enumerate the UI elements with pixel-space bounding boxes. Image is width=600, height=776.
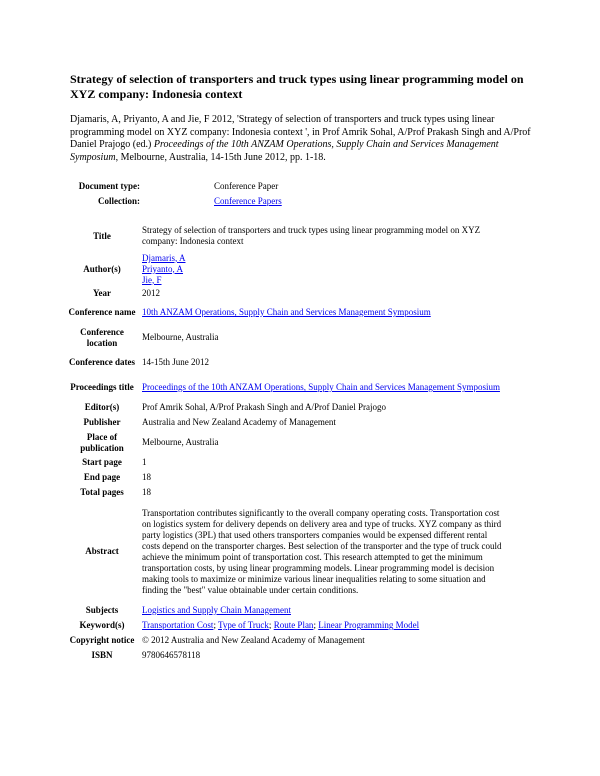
conference-location-label: Conference location — [80, 326, 124, 348]
citation — [70, 114, 540, 164]
meta-row-document-type — [60, 178, 500, 193]
place-label: Place of publication — [80, 431, 124, 453]
authors-label: Author(s) — [83, 263, 121, 274]
publisher-label: Publisher — [83, 417, 121, 427]
total-pages-label: Total pages — [80, 487, 124, 497]
conference-dates-value: 14-15th June 2012 — [142, 357, 209, 367]
record-row-place — [66, 430, 506, 455]
record-row-abstract — [66, 500, 506, 603]
document-title: Strategy of selection of transporters and truck types using linear programming model on XYZ company: Indonesia context — [70, 72, 524, 101]
conference-location-value: Melbourne, Australia — [142, 332, 219, 342]
document-type-label: Document type: — [78, 180, 140, 191]
year-label: Year — [93, 287, 111, 298]
title-value: Strategy of selection of transporters and truck types using linear programming model on XYZ company: Indonesia context — [142, 225, 481, 246]
conference-name-label: Conference name — [68, 307, 136, 317]
subject-link[interactable]: Logistics and Supply Chain Management — [142, 605, 291, 615]
author-link[interactable]: Priyanto, A — [142, 263, 184, 274]
abstract-value: Transportation contributes significantly to the overall company operating costs. Transportation cost on logistics system for delivery depends on delivery area and type of trucks. XYZ company as third party logistics (3PL) that used others transporters companies would be expensed different rental costs depend on the transporter charges. Best selection of the transporter and the type of truck could achieve the minimum point of transportation cost. This research attempted to get the minimum transportation costs, by using linear programming models. Linear programming model is decision making tools to maximize or minimize various linear inequalities relating to some situation and finding the "best" value obtainable under certain conditions. — [142, 507, 502, 595]
record-row-copyright — [66, 633, 506, 648]
authors-list — [142, 253, 506, 286]
record-row-keywords — [66, 618, 506, 633]
record-row-title — [66, 220, 506, 252]
start-page-label: Start page — [82, 457, 122, 467]
keyword-link[interactable]: Route Plan — [273, 620, 314, 630]
keywords-label: Keyword(s) — [79, 620, 125, 630]
end-page-label: End page — [83, 472, 121, 482]
record-row-total-pages — [66, 485, 506, 500]
record-row-authors — [66, 252, 506, 286]
isbn-label: ISBN — [91, 650, 113, 660]
collection-label: Collection: — [98, 195, 140, 206]
record-row-year — [66, 286, 506, 300]
record-row-conference-location — [66, 325, 506, 350]
record-row-subjects — [66, 603, 506, 618]
keyword-separator: ; — [213, 620, 216, 630]
collection-link[interactable]: Conference Papers — [214, 195, 282, 206]
publisher-value: Australia and New Zealand Academy of Management — [142, 417, 336, 427]
record-row-editors — [66, 400, 506, 415]
citation-suffix: , Melbourne, Australia, 14-15th June 2012, pp. 1-18. — [115, 151, 326, 163]
record-table — [66, 220, 506, 663]
start-page-value: 1 — [142, 457, 147, 467]
record-row-end-page — [66, 470, 506, 485]
isbn-value: 9780646578118 — [142, 650, 201, 660]
keyword-separator: ; — [268, 620, 272, 630]
document-meta — [60, 178, 500, 208]
keyword-separator: ; — [313, 620, 316, 630]
conference-dates-label: Conference dates — [68, 357, 136, 367]
record-row-start-page — [66, 455, 506, 470]
keyword-link[interactable]: Transportation Cost — [142, 620, 214, 630]
total-pages-value: 18 — [142, 487, 151, 497]
editors-label: Editor(s) — [84, 402, 120, 412]
record-row-conference-dates — [66, 350, 506, 375]
copyright-label: Copyright notice — [69, 635, 135, 645]
abstract-label: Abstract — [85, 546, 119, 556]
keywords-list — [142, 620, 506, 631]
copyright-value: © 2012 Australia and New Zealand Academy of Management — [142, 635, 365, 645]
document-type-value: Conference Paper — [214, 180, 279, 191]
place-value: Melbourne, Australia — [142, 437, 219, 447]
subjects-label: Subjects — [85, 605, 119, 615]
record-row-proceedings — [66, 375, 506, 400]
end-page-value: 18 — [142, 472, 151, 482]
record-row-publisher — [66, 415, 506, 430]
keyword-link[interactable]: Type of Truck — [218, 620, 269, 630]
citation-prefix: Djamaris, A, Priyanto, A and Jie, F 2012, 'Strategy of selection of transporters and truck types using linear programming model on XYZ company: Indonesia context ', in Prof Amrik Sohal, A/Prof Prakash Singh and A/Prof Daniel Prajogo (ed.) — [70, 114, 531, 150]
title-label: Title — [93, 230, 111, 241]
citation-proceedings: Proceedings of the 10th ANZAM Operations, Supply Chain and Services Management Symposium — [70, 139, 499, 163]
proceedings-link[interactable]: Proceedings of the 10th ANZAM Operations, Supply Chain and Services Management Symposium — [142, 382, 500, 392]
editors-value: Prof Amrik Sohal, A/Prof Prakash Singh and A/Prof Daniel Prajogo — [142, 402, 386, 412]
record-row-isbn — [66, 648, 506, 663]
proceedings-label: Proceedings title — [70, 382, 134, 392]
author-link[interactable]: Jie, F — [142, 274, 162, 285]
meta-row-collection — [60, 193, 500, 208]
record-row-conference-name — [66, 300, 506, 325]
author-link[interactable]: Djamaris, A — [142, 252, 186, 263]
keyword-link[interactable]: Linear Programming Model — [318, 620, 420, 630]
year-value: 2012 — [142, 287, 160, 298]
conference-name-link[interactable]: 10th ANZAM Operations, Supply Chain and Services Management Symposium — [142, 307, 431, 317]
